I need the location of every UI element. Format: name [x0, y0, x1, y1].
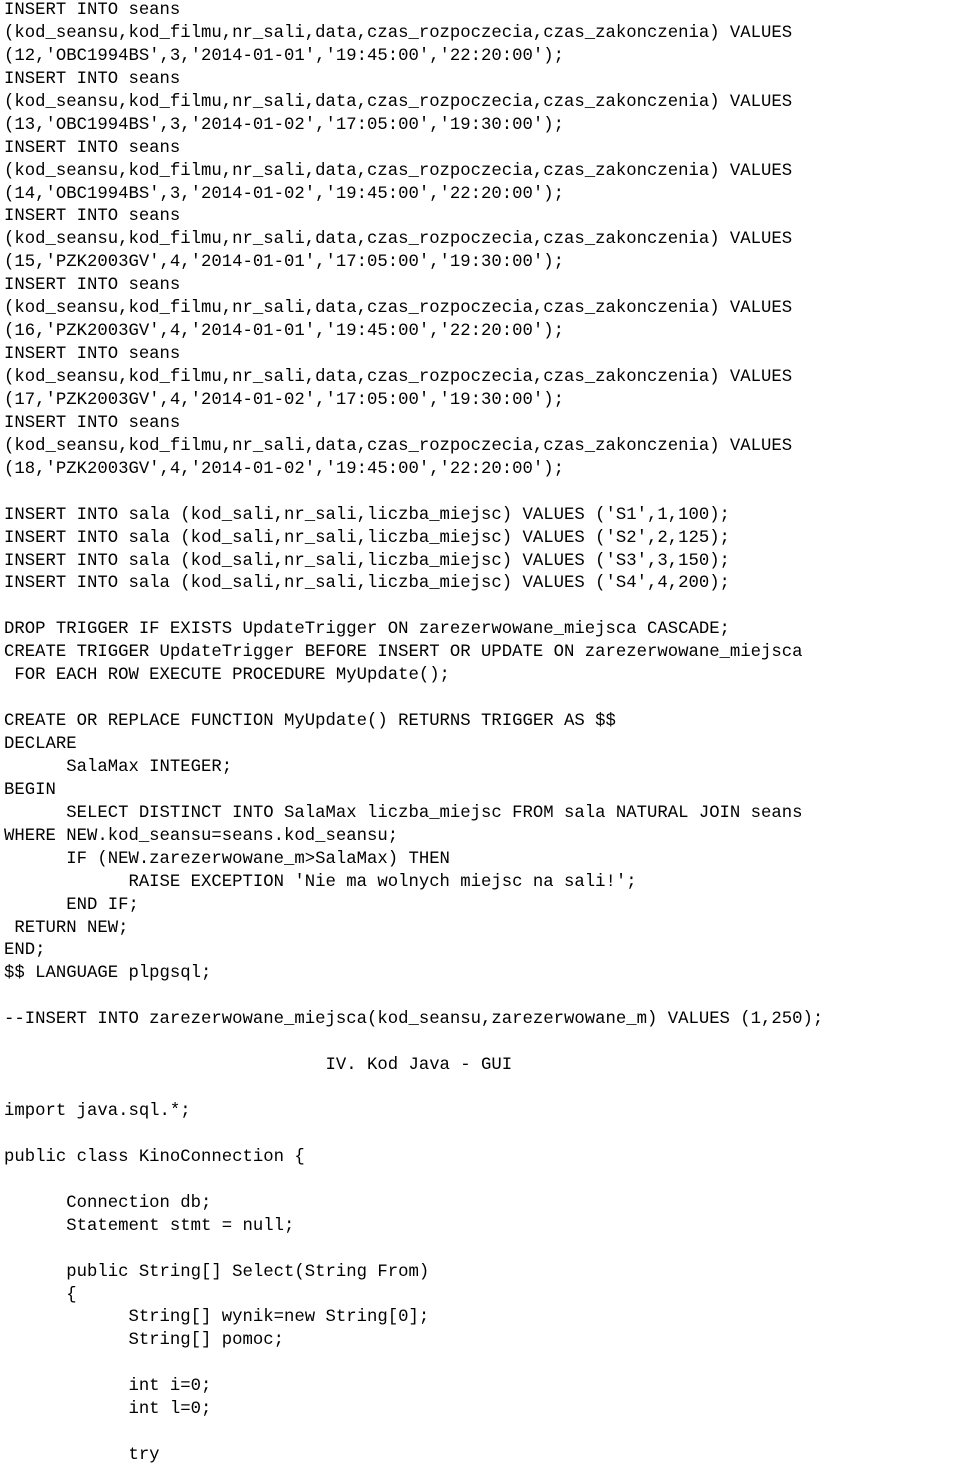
code-line: FOR EACH ROW EXECUTE PROCEDURE MyUpdate();	[4, 666, 450, 686]
code-line	[4, 688, 823, 711]
code-line: (17,'PZK2003GV',4,'2014-01-02','17:05:00','19:30:00');	[4, 390, 565, 410]
code-line: END IF;	[4, 895, 139, 915]
code-line	[4, 1422, 823, 1445]
code-line: INSERT INTO seans	[4, 413, 181, 433]
code-line: SalaMax INTEGER;	[4, 757, 233, 777]
code-line: DECLARE	[4, 735, 77, 754]
code-line: (12,'OBC1994BS',3,'2014-01-01','19:45:00','22:20:00');	[4, 46, 565, 66]
code-line: INSERT INTO seans	[4, 345, 181, 365]
code-line: SELECT DISTINCT INTO SalaMax liczba_miejsc FROM sala NATURAL JOIN seans	[4, 803, 803, 823]
code-line: (16,'PZK2003GV',4,'2014-01-01','19:45:00','22:20:00');	[4, 322, 565, 342]
code-line: public class KinoConnection {	[4, 1147, 305, 1167]
code-line: (kod_seansu,kod_filmu,nr_sali,data,czas_rozpoczecia,czas_zakonczenia) VALUES	[4, 368, 793, 387]
code-line: CREATE TRIGGER UpdateTrigger BEFORE INSERT OR UPDATE ON zarezerwowane_miejsca	[4, 643, 803, 663]
code-line	[4, 1353, 823, 1376]
code-line: (13,'OBC1994BS',3,'2014-01-02','17:05:00','19:30:00');	[4, 115, 565, 135]
code-line: import java.sql.*;	[4, 1102, 191, 1121]
code-line: INSERT INTO sala (kod_sali,nr_sali,liczba_miejsc) VALUES ('S2',2,125);	[4, 528, 730, 548]
code-line: (18,'PZK2003GV',4,'2014-01-02','19:45:00','22:20:00');	[4, 459, 565, 479]
code-line: Connection db;	[4, 1193, 212, 1213]
code-line	[4, 596, 823, 619]
code-line	[4, 1032, 823, 1055]
code-line: WHERE NEW.kod_seansu=seans.kod_seansu;	[4, 826, 399, 846]
code-line: Statement stmt = null;	[4, 1216, 295, 1236]
code-line: INSERT INTO seans	[4, 276, 181, 296]
code-line: (14,'OBC1994BS',3,'2014-01-02','19:45:00','22:20:00');	[4, 184, 565, 204]
code-line: (15,'PZK2003GV',4,'2014-01-01','17:05:00','19:30:00');	[4, 253, 565, 273]
code-line: --INSERT INTO zarezerwowane_miejsca(kod_seansu,zarezerwowane_m) VALUES (1,250);	[4, 1010, 824, 1030]
code-line: INSERT INTO seans	[4, 138, 181, 158]
code-line: INSERT INTO sala (kod_sali,nr_sali,liczba_miejsc) VALUES ('S4',4,200);	[4, 574, 730, 594]
code-line: String[] wynik=new String[0];	[4, 1308, 430, 1328]
code-line: RAISE EXCEPTION 'Nie ma wolnych miejsc na sali!';	[4, 872, 637, 892]
code-line: DROP TRIGGER IF EXISTS UpdateTrigger ON zarezerwowane_miejsca CASCADE;	[4, 620, 730, 640]
code-line: public String[] Select(String From)	[4, 1262, 430, 1282]
code-line	[4, 1239, 823, 1262]
code-line: (kod_seansu,kod_filmu,nr_sali,data,czas_rozpoczecia,czas_zakonczenia) VALUES	[4, 161, 793, 181]
code-listing	[4, 0, 823, 1468]
code-line: END;	[4, 941, 46, 961]
code-line	[4, 986, 823, 1009]
code-line: (kod_seansu,kod_filmu,nr_sali,data,czas_rozpoczecia,czas_zakonczenia) VALUES	[4, 299, 793, 319]
code-line: BEGIN	[4, 780, 56, 800]
code-line: INSERT INTO sala (kod_sali,nr_sali,liczba_miejsc) VALUES ('S3',3,150);	[4, 551, 730, 571]
code-line: CREATE OR REPLACE FUNCTION MyUpdate() RETURNS TRIGGER AS $$	[4, 712, 616, 732]
code-line	[4, 1170, 823, 1193]
code-line: (kod_seansu,kod_filmu,nr_sali,data,czas_rozpoczecia,czas_zakonczenia) VALUES	[4, 436, 793, 456]
code-line: INSERT INTO seans	[4, 1, 181, 20]
code-line: (kod_seansu,kod_filmu,nr_sali,data,czas_rozpoczecia,czas_zakonczenia) VALUES	[4, 230, 793, 250]
code-line: RETURN NEW;	[4, 918, 129, 938]
code-line: try	[4, 1446, 160, 1466]
code-line	[4, 482, 823, 505]
code-line: {	[4, 1285, 77, 1305]
code-line	[4, 1078, 823, 1101]
code-line: INSERT INTO seans	[4, 207, 181, 227]
code-line: IV. Kod Java - GUI	[4, 1056, 513, 1076]
code-line: INSERT INTO seans	[4, 69, 181, 89]
code-line: String[] pomoc;	[4, 1331, 285, 1351]
code-line: int l=0;	[4, 1400, 212, 1420]
code-line	[4, 1124, 823, 1147]
code-line: int i=0;	[4, 1377, 212, 1397]
code-line: (kod_seansu,kod_filmu,nr_sali,data,czas_rozpoczecia,czas_zakonczenia) VALUES	[4, 92, 793, 112]
code-line: $$ LANGUAGE plpgsql;	[4, 964, 212, 984]
code-line: IF (NEW.zarezerwowane_m>SalaMax) THEN	[4, 849, 450, 869]
code-line: INSERT INTO sala (kod_sali,nr_sali,liczba_miejsc) VALUES ('S1',1,100);	[4, 505, 730, 525]
code-line: (kod_seansu,kod_filmu,nr_sali,data,czas_rozpoczecia,czas_zakonczenia) VALUES	[4, 23, 793, 43]
